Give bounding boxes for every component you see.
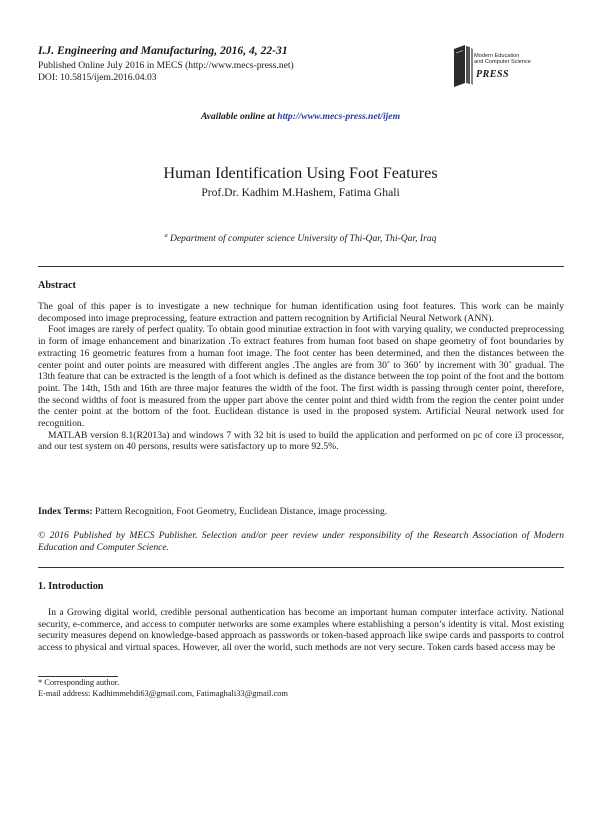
corresponding-note: * Corresponding author. bbox=[38, 678, 120, 687]
availability-prefix: Available online at bbox=[200, 111, 278, 122]
footnote-rule bbox=[38, 676, 118, 677]
book-stack-icon bbox=[452, 43, 474, 87]
doi: DOI: 10.5815/ijem.2016.04.03 bbox=[38, 72, 157, 83]
email-note: E-mail address: Kadhimmehdi63@gmail.com, Fatimaghali33@gmail.com bbox=[38, 689, 288, 698]
index-terms-text: Pattern Recognition, Foot Geometry, Euclidean Distance, image processing. bbox=[92, 506, 388, 517]
logo-press: PRESS bbox=[476, 69, 510, 80]
paper-title: Human Identification Using Foot Features bbox=[163, 164, 438, 182]
introduction-heading: 1. Introduction bbox=[38, 581, 104, 592]
affiliation bbox=[0, 233, 601, 244]
journal-citation: I.J. Engineering and Manufacturing, 2016, 4, 22-31 bbox=[38, 44, 288, 57]
abstract-paragraph: MATLAB version 8.1(R2013a) and windows 7 with 32 bit is used to build the application and performed on pc of core i3 processor, and our test system on 40 persons, results were satisfactory up to more 92.5%. bbox=[38, 429, 564, 453]
divider-bottom bbox=[38, 567, 564, 568]
publication-info: Published Online July 2016 in MECS (http://www.mecs-press.net) bbox=[38, 60, 294, 71]
logo-line2: and Computer Science bbox=[474, 59, 531, 65]
copyright-notice: © 2016 Published by MECS Publisher. Selection and/or peer review under responsibility of the Research Association of Modern Education and Computer Science. bbox=[38, 530, 564, 553]
abstract-paragraph: The goal of this paper is to investigate a new technique for human identification using foot features. This work can be mainly decomposed into image preprocessing, feature extraction and pattern recognition by Artificial Neural Network (ANN). bbox=[38, 301, 564, 324]
index-terms-label: Index Terms: bbox=[38, 506, 93, 517]
abstract-body bbox=[38, 301, 564, 453]
affiliation-mark: a bbox=[164, 233, 168, 239]
divider-top bbox=[38, 266, 564, 267]
introduction-body bbox=[38, 607, 564, 654]
publisher-logo bbox=[452, 43, 562, 93]
introduction-paragraph: In a Growing digital world, credible personal authentication has become an important human computer interface activity. National security, e-commerce, and access to computer networks are some examples where establishing a person’s identity is vital. Most existing security measures depend on knowledge-based approach as passwords or token-based approach like swipe cards and passports to control access to physical and virtual spaces. However, all over the world, such methods are not very secure. Token cards based access may be bbox=[38, 607, 564, 654]
index-terms bbox=[38, 506, 564, 518]
abstract-paragraph: Foot images are rarely of perfect quality. To obtain good minutiae extraction in foot with varying quality, we conducted preprocessing in form of image enhancement and binarization .To extract features from human foot based on shape geometry of foot boundaries by extracting 16 geometric features from a human foot image. The foot center has been determined, and then the distances between the center point and outer points are measured with different angles .The angles are from 30˚ to 360˚ by increment with 30˚ gradual. The 13th feature that can be extracted is the length of a foot which is defined as the distance between the top point of the foot and the bottom point. The 14th, 15th and 16th are three major features the width of the foot. The first width is passing through center point, therefore, the second widths of foot is measured from the upper part above the center point and third width from the region the center point under the center point at the bottom of the foot. Euclidean distance is used in the proposed system. Artificial Neural network used for recognition. bbox=[38, 324, 564, 430]
availability-line bbox=[0, 111, 601, 122]
affiliation-text: Department of computer science University of Thi-Qar, Thi-Qar, Iraq bbox=[169, 233, 437, 245]
authors: Prof.Dr. Kadhim M.Hashem, Fatima Ghali bbox=[201, 186, 400, 199]
journal-url-link[interactable]: http://www.mecs-press.net/ijem bbox=[277, 111, 401, 122]
abstract-heading: Abstract bbox=[38, 280, 76, 291]
logo-line1: Modern Education bbox=[474, 53, 520, 59]
